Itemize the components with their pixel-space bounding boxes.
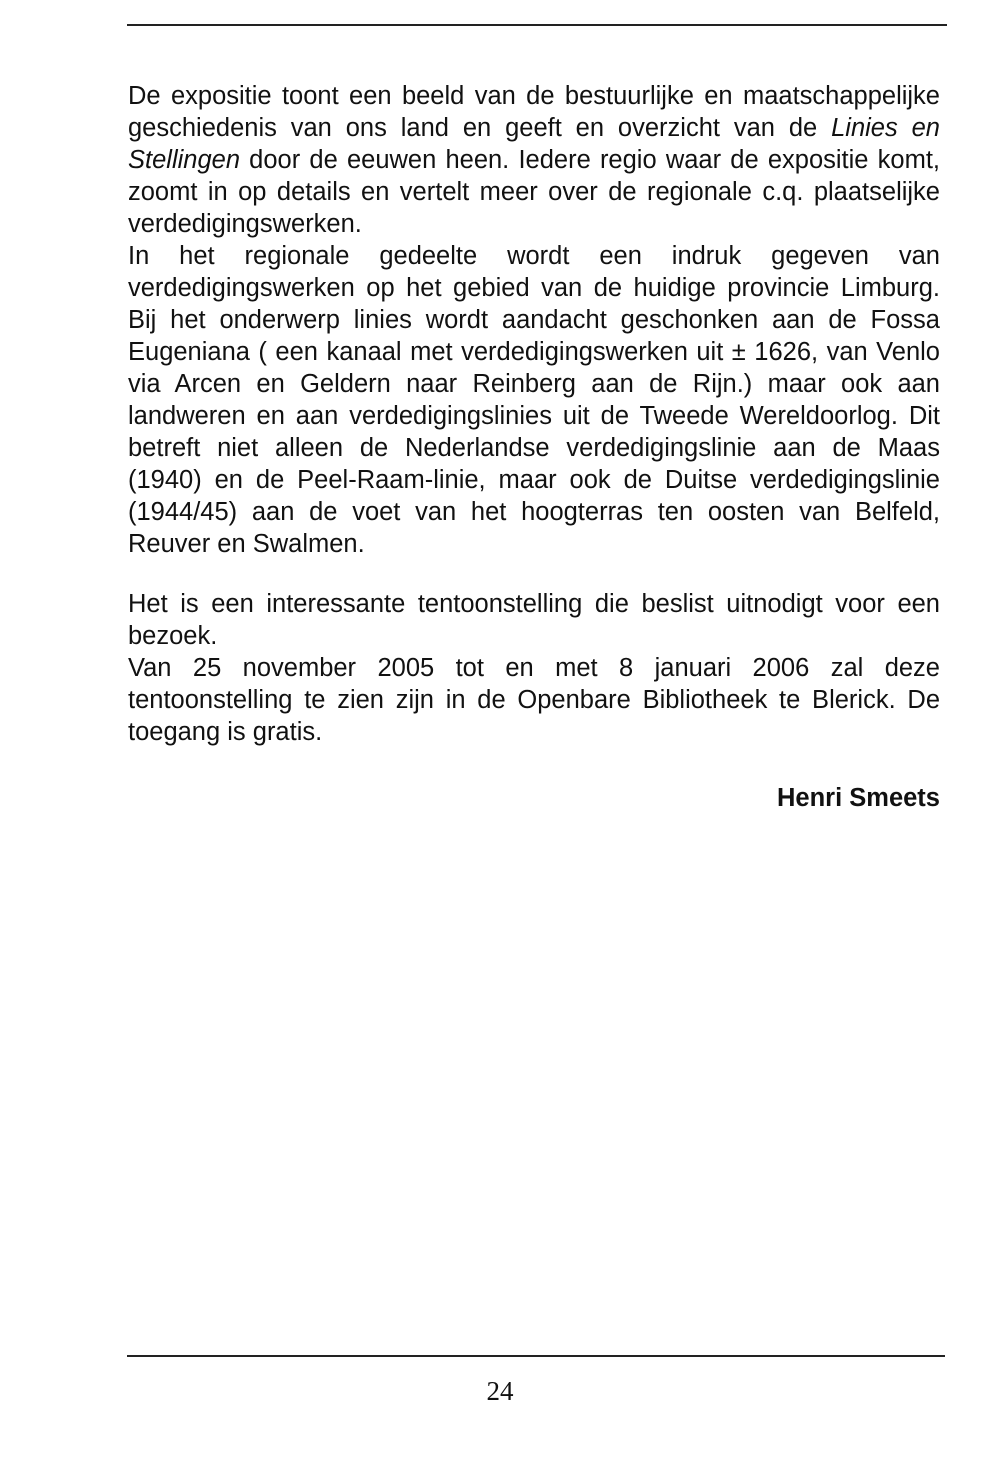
article-body [128, 80, 940, 814]
paragraph-2: In het regionale gedeelte wordt een indruk gegeven van verdedigingswerken op het gebied van de huidige provincie Limburg. Bij het onderwerp linies wordt aandacht geschonken aan de Fossa Eugeniana ( een kanaal met verdedigingswerken uit ± 1626, van Venlo via Arcen en Geldern naar Reinberg aan de Rijn.) maar ook aan landweren en aan verdedigingslinies uit de Tweede Wereldoorlog. Dit betreft niet alleen de Nederlandse verdedigingslinie aan de Maas (1940) en de Peel-Raam-linie, maar ook de Duitse verdedigingslinie (1944/45) aan de voet van het hoogterras ten oosten van Belfeld, Reuver en Swalmen. [128, 242, 940, 558]
paragraph-1-text-b: door de eeuwen heen. Iedere regio waar de expositie komt, zoomt in op details en vertelt meer over de regionale c.q. plaatselijke verdedigingswerken. [128, 146, 940, 238]
paragraph-4: Van 25 november 2005 tot en met 8 januari 2006 zal deze tentoonstelling te zien zijn in de Openbare Bibliotheek te Blerick. De toegang is gratis. [128, 654, 940, 746]
paragraph-1-text-a: De expositie toont een beeld van de bestuurlijke en maatschappelijke geschiedenis van ons land en geeft en overzicht van de [128, 82, 940, 142]
bottom-rule [127, 1355, 945, 1357]
author-signature: Henri Smeets [777, 784, 940, 812]
paragraph-3: Het is een interessante tentoonstelling die beslist uitnodigt voor een bezoek. [128, 590, 940, 650]
paragraph-gap [128, 560, 940, 588]
paragraph-1-italic-term: Linies en Stellingen [128, 114, 940, 174]
top-rule [127, 24, 947, 26]
page-number: 24 [486, 1376, 514, 1406]
paragraph-1 [128, 80, 940, 240]
